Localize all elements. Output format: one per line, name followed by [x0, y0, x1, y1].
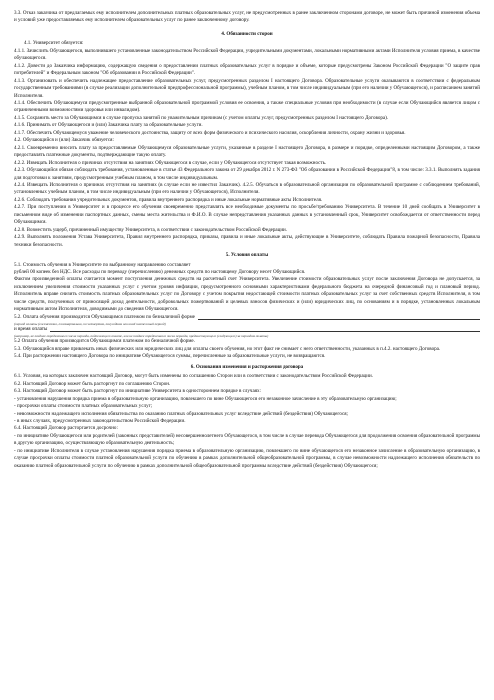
blank-underline [198, 319, 480, 320]
price-paragraph: рублей 00 копеек без НДС. Все расходы по переводу (перечислению) денежных средств по настоящему Договору несет Обучающийся. [14, 268, 306, 275]
fill-in-label: 5.2. Оплата обучения производится Обучающимся платежом по безналичной форме [14, 313, 195, 320]
paragraph: 4.2.1. Своевременно вносить плату за предоставляемые Обучающемуся образовательные услуги, указанные в разделе I настоящего Договора, в размере и порядке, определенными настоящим Договором, а также предоставлять платежные документы, подтверждающие такую оплату. [14, 144, 480, 159]
paragraph: 4.2.9. Выполнять положения Устава Университета, Правил внутреннего распорядка, приказы, правила и иные локальные акты, действующие в Университете, соблюдать Правила пожарной безопасности, Правила техники безопасности. [14, 234, 480, 248]
paragraph: 4.2. Обучающийся и (или) Заказчик обязуется: [14, 137, 114, 144]
paragraph: 6.4. Настоящий Договор расторгается досрочно: [14, 425, 118, 432]
paragraph: 4.1.6. Принимать от Обучающегося и (или) Заказчика плату за образовательные услуги. [14, 122, 203, 129]
field-hint-note: (например, не позднее определенного числа периода, подлежащего оплате, или не позднее определенного числа периода, предшествующего (следующего) за периодом оплаты) [14, 334, 269, 339]
paragraph: 4.2.2. Извещать Исполнителя о причинах отсутствия на занятиях Обучающегося в случае, если у Обучающегося отсутствует такая возможность. [14, 159, 327, 166]
paragraph: 3.3. Отказ заказчика от предлагаемых ему исполнителем дополнительных платных образовательных услуг, не предусмотренных в ранее заключенном сторонами договоре, не может быть причиной изменения объема и условий уже предоставляемых ему исполнителем образовательных услуг по ранее заключенному договору. [14, 10, 480, 24]
paragraph: - просрочки оплаты стоимости платных образовательных услуг; [14, 403, 153, 410]
paragraph: 6.3. Настоящий Договор может быть расторгнут по инициативе Университета в одностороннем порядке в случаях: [14, 388, 261, 395]
section-heading: 6. Основания изменения и расторжения договора [190, 363, 304, 370]
fill-in-line [14, 314, 480, 322]
paragraph: Фактом произведенной оплаты считается момент поступления денежных средств на расчетный счет Университета. Увеличение стоимости образовательных услуг после заключения Договора не допускается, за исключением увеличения стоимости указанных услуг с учетом уровня инфляции, предусмотренного основными характеристиками федерального бюджета на очередной финансовый год и плановый период. Исполнитель вправе снизить стоимость платных образовательных услуг по Договору с учетом покрытия недостающей стоимости платных образовательных услуг за счет собственных средств Исполнителя, в том числе средств, полученных от приносящей доход деятельности, добровольных пожертвований и целевых взносов физических и (или) юридических лиц, по основаниям и в порядке, установленных локальным нормативным актом Исполнителя, доводимыми до сведения Обучающегося. [14, 276, 480, 313]
paragraph: - по инициативе Исполнителя в случае установления нарушения порядка приема в образовательную организацию, повлекшего по вине обучающегося его незаконное зачисление в образовательную организацию, в случае просрочки оплаты стоимости платной образовательной услуги по обучению в рамках дополнительной общеобразовательной программы, в случае невозможности надлежащего исполнения обязательств по оказанию платной образовательной услуги по обучению в рамках дополнительной общеобразовательной программы вследствие действий (бездействия) Обучающегося; [14, 447, 480, 469]
paragraph: 4.2.8. Возместить ущерб, причиненный имуществу Университета, в соответствии с законодательством Российской Федерации. [14, 226, 288, 233]
paragraph: 4.2.3. Обучающийся обязан соблюдать требования, установленные в статье 43 Федерального закона от 29 декабря 2012 г. N 273-ФЗ "Об образовании в Российской Федерации"8, в том числе: 3.3.1. Выполнять задания для подготовки к занятиям, предусмотренным учебным планом, в том числе индивидуальным. [14, 167, 480, 181]
paragraph: - установления нарушения порядка приема в образовательную организацию, повлекшего по вине Обучающегося его незаконное зачисление в эту образовательную организацию; [14, 395, 397, 402]
section-heading: 4. Обязанности сторон [221, 30, 273, 37]
fill-in-line [14, 326, 480, 334]
paragraph: 4.1. Университет обязуется: [24, 40, 84, 47]
paragraph: 4.2.7. При поступлении в Университет и в процессе его обучения своевременно представлять все необходимые документы по просьбе/требованию Университета. В течение 10 дней сообщать в Университет в письменном виде об изменении паспортных данных, смены места жительства и Ф.И.О. В случае непредставления указанных данных в установленный срок, Университет освобождается от ответственности перед Обучающимся. [14, 204, 480, 226]
paragraph: 5.4. При расторжении настоящего Договора по инициативе Обучающегося суммы, перечисленные за образовательные услуги, не возвращаются. [14, 353, 326, 360]
paragraph: 4.1.1. Зачислить Обучающегося, выполнившего установленные законодательством Российской Федерации, учредительными документами, локальными нормативными актами Исполнителя условия приема, в качестве обучающегося. [14, 47, 480, 62]
section-heading: 5. Условия оплаты [225, 252, 269, 259]
paragraph: 6.2. Настоящий Договор может быть расторгнут по соглашению Сторон. [14, 380, 171, 387]
field-hint-note: (период оплаты (ежемесячно, ежеквартально, по четвертям, полугодиям или иной платежный период) [14, 321, 166, 326]
fill-in-label: и время оплаты [14, 326, 48, 333]
blank-underline [50, 331, 480, 332]
paragraph: 4.1.3. Организовать и обеспечить надлежащее предоставление образовательных услуг, предусмотренных разделом I настоящего Договора. Образовательные услуги оказываются в соответствии с федеральным государственным требованиями (в случае реализации дополнительной предпрофессиональной программы), учебным планом, в том числе индивидуальным (при его наличии у Обучающегося), и расписанием занятий Исполнителя. [14, 77, 480, 99]
paragraph: 5.2 Оплата обучения производится Обучающимся платежом по безналичной форме. [14, 338, 195, 345]
paragraph: 4.2.4. Извещать Исполнителя о причинах отсутствия на занятиях (в случае если не известил Заказчик). 4.2.5. Обучаться в образовательной организации по образовательной программе с соблюдением требований, установленных учебным планом, в том числе индивидуальным (при его наличии у Обучающегося), Исполнителя. [14, 181, 480, 196]
paragraph: 4.1.4. Обеспечить Обучающемуся предусмотренные выбранной образовательной программой условия ее освоения, а также специальные условия при необходимости (в случае если Обучающийся является лицом с ограниченными возможностями здоровья или инвалидом). [14, 99, 480, 114]
paragraph: 5.3. Обучающийся вправе привлекать иных физических или юридических лиц для оплаты своего обучения, но этот факт не снимает с него ответственности, указанных в п.4.2. настоящего Договора. [14, 345, 441, 352]
paragraph: 4.1.2. Довести до Заказчика информацию, содержащую сведения о предоставлении платных образовательных услуг в порядке и объеме, которые предусмотрены Законом Российской Федерации "О защите прав потребителей" и Федеральным законом "Об образовании в Российской Федерации". [14, 62, 480, 77]
paragraph: 5.1. Стоимость обучения в Университете по выбранному направлению составляет [14, 261, 191, 268]
paragraph: 4.2.6. Соблюдать требования учредительных документов, правила внутреннего распорядка и иные локальные нормативные акты Исполнителя. [14, 196, 323, 203]
paragraph: 4.1.7. Обеспечить Обучающемуся уважение человеческого достоинства, защиту от всех форм физического и психического насилия, оскорбления личности, охрану жизни и здоровья. [14, 129, 406, 136]
paragraph: - в иных случаях, предусмотренных законодательством Российской Федерации. [14, 418, 186, 425]
paragraph: 6.1. Условия, на которых заключен настоящий Договор, могут быть изменены по соглашению Сторон или в соответствии с законодательством Российской Федерации. [14, 373, 373, 380]
paragraph: 4.1.5. Сохранить место за Обучающимся в случае пропуска занятий по уважительным причинам (с учетом оплаты услуг, предусмотренных разделом I настоящего Договора). [14, 114, 389, 121]
paragraph: - по инициативе Обучающегося или родителей (законных представителей) несовершеннолетнего Обучающегося, в том числе в случае перевода Обучающегося для продолжения освоения образовательной программы в другую организацию, осуществляющую образовательную деятельность; [14, 432, 480, 447]
paragraph: - невозможности надлежащего исполнения обязательства по оказанию платных образовательных услуг вследствие действий (бездействия) Обучающегося; [14, 410, 348, 417]
